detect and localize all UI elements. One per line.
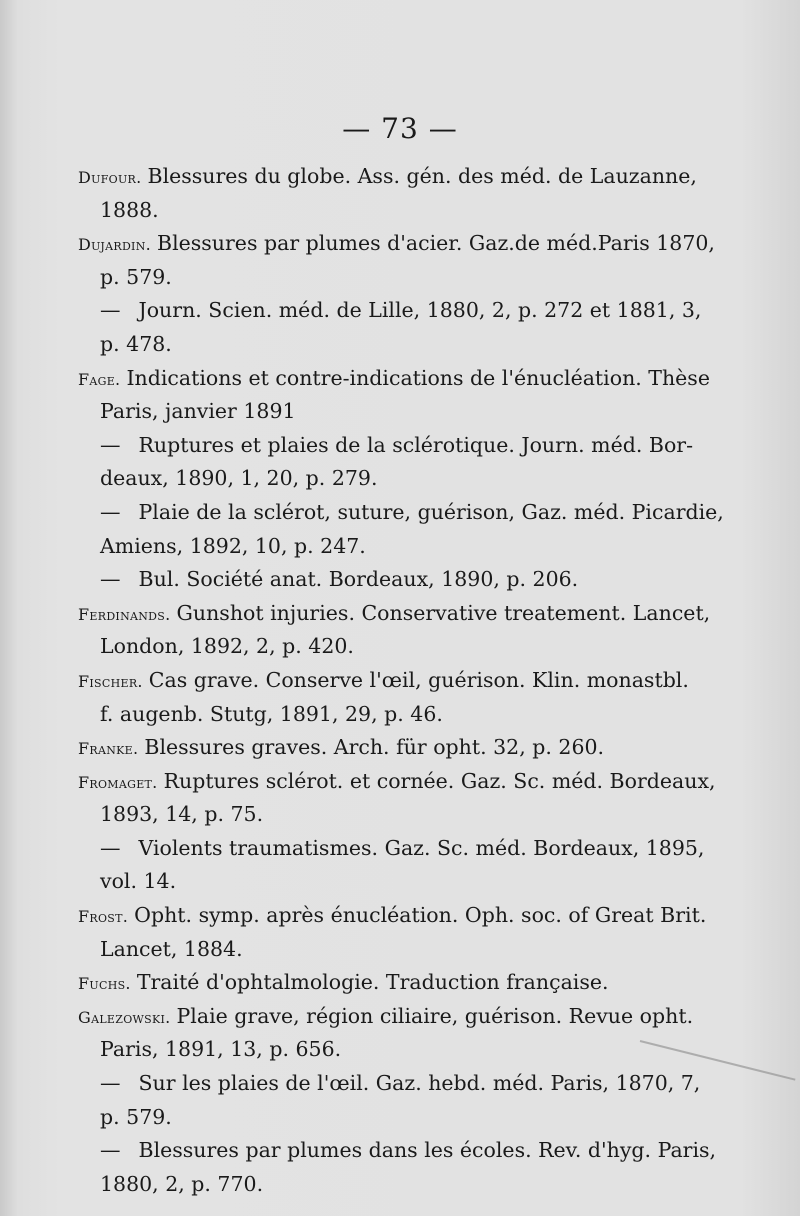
entry-text: p. 579. bbox=[100, 1104, 172, 1129]
entry-text: Gunshot injuries. Conservative treatement. Lancet, bbox=[176, 600, 711, 625]
entry-text: Plaie grave, région ciliaire, guérison. Revue opht. bbox=[176, 1003, 694, 1028]
entry-author: Fage. bbox=[78, 369, 121, 389]
entry-text: 1880, 2, p. 770. bbox=[100, 1171, 264, 1196]
entry-ditto-dash: — bbox=[100, 499, 121, 524]
entry-text: deaux, 1890, 1, 20, p. 279. bbox=[100, 466, 378, 491]
entry-text: Blessures graves. Arch. für opht. 32, p. 260. bbox=[144, 735, 605, 760]
entry-text: Bul. Société anat. Bordeaux, 1890, p. 206. bbox=[138, 567, 579, 592]
bibliography-entry bbox=[78, 832, 718, 899]
entry-first-line bbox=[78, 160, 718, 194]
entry-continuation-line bbox=[78, 798, 718, 832]
entry-text: f. augenb. Stutg, 1891, 29, p. 46. bbox=[100, 701, 443, 726]
entry-first-line bbox=[78, 496, 724, 530]
entry-first-line bbox=[78, 832, 718, 866]
entry-text: Paris, janvier 1891 bbox=[100, 399, 296, 424]
entry-continuation-line bbox=[78, 530, 718, 564]
entry-first-line bbox=[78, 1067, 718, 1101]
bibliography-entry bbox=[78, 597, 718, 664]
entry-text: vol. 14. bbox=[100, 869, 177, 894]
page-number: — 73 — bbox=[342, 112, 458, 145]
entry-continuation-line bbox=[78, 698, 718, 732]
entry-continuation-line bbox=[78, 395, 718, 429]
entry-continuation-line bbox=[78, 1033, 718, 1067]
entry-text: Sur les plaies de l'œil. Gaz. hebd. méd. Paris, 1870, 7, bbox=[138, 1071, 701, 1096]
entry-ditto-dash: — bbox=[100, 1071, 121, 1096]
entry-ditto-dash: — bbox=[100, 835, 121, 860]
bibliography-entry bbox=[78, 899, 718, 966]
entry-first-line bbox=[78, 429, 718, 463]
entry-author: Dufour. bbox=[78, 168, 142, 187]
entry-text: Ruptures sclérot. et cornée. Gaz. Sc. méd. Bordeaux, bbox=[163, 768, 716, 793]
entry-first-line bbox=[78, 731, 718, 765]
entry-author: Fischer. bbox=[78, 671, 143, 691]
entry-author: Fuchs. bbox=[78, 974, 131, 994]
entry-author: Fromaget. bbox=[78, 772, 158, 792]
entry-text: Journ. Scien. méd. de Lille, 1880, 2, p. 272 et 1881, 3, bbox=[138, 298, 702, 323]
entry-first-line bbox=[78, 1000, 718, 1034]
entry-first-line bbox=[78, 227, 718, 261]
entry-ditto-dash: — bbox=[100, 432, 121, 457]
entry-text: Amiens, 1892, 10, p. 247. bbox=[100, 533, 366, 558]
bibliography-entry bbox=[78, 429, 718, 496]
entry-text: 1893, 14, p. 75. bbox=[100, 802, 264, 827]
entry-text: Violents traumatismes. Gaz. Sc. méd. Bordeaux, 1895, bbox=[138, 835, 705, 860]
entry-text: p. 478. bbox=[100, 331, 172, 356]
entry-first-line bbox=[78, 1134, 718, 1168]
entry-ditto-dash: — bbox=[100, 1138, 121, 1163]
bibliography-entry bbox=[78, 765, 718, 832]
bibliography-entry bbox=[78, 496, 724, 563]
entry-continuation-line bbox=[78, 194, 718, 228]
entry-author: Frost. bbox=[78, 907, 129, 927]
bibliography-entry bbox=[78, 966, 718, 1000]
entry-continuation-line bbox=[78, 328, 718, 362]
entry-continuation-line bbox=[78, 261, 718, 295]
entry-text: Cas grave. Conserve l'œil, guérison. Klin. monastbl. bbox=[148, 667, 689, 692]
entry-text: Blessures par plumes dans les écoles. Rev. d'hyg. Paris, bbox=[138, 1138, 717, 1163]
entry-continuation-line bbox=[78, 462, 718, 496]
bibliography-entry bbox=[78, 1067, 718, 1134]
bibliography-entry bbox=[78, 664, 718, 731]
entry-first-line bbox=[78, 563, 718, 597]
entry-text: Ruptures et plaies de la sclérotique. Journ. méd. Bor- bbox=[138, 432, 694, 457]
entry-text: Lancet, 1884. bbox=[100, 936, 243, 961]
bibliography-entry bbox=[78, 1000, 718, 1067]
entry-text: Plaie de la sclérot, suture, guérison, Gaz. méd. Picardie, bbox=[138, 499, 724, 524]
entry-continuation-line bbox=[78, 865, 718, 899]
entry-text: Indications et contre-indications de l'énucléation. Thèse bbox=[126, 365, 710, 390]
bibliography-list bbox=[78, 160, 724, 1201]
entry-first-line bbox=[78, 765, 718, 799]
entry-text: Blessures du globe. Ass. gén. des méd. de Lauzanne, bbox=[147, 164, 697, 188]
entry-author: Dujardin. bbox=[78, 235, 152, 255]
entry-continuation-line bbox=[78, 1168, 718, 1202]
entry-author: Ferdinands. bbox=[78, 604, 171, 624]
entry-first-line bbox=[78, 664, 718, 698]
entry-first-line bbox=[78, 966, 718, 1000]
entry-text: p. 579. bbox=[100, 264, 172, 289]
entry-first-line bbox=[78, 294, 718, 328]
bibliography-entry bbox=[78, 294, 718, 361]
bibliography-entry bbox=[78, 227, 718, 294]
entry-ditto-dash: — bbox=[100, 298, 121, 323]
entry-first-line bbox=[78, 362, 718, 396]
entry-first-line bbox=[78, 899, 718, 933]
entry-text: London, 1892, 2, p. 420. bbox=[100, 634, 354, 659]
bibliography-entry bbox=[78, 563, 718, 597]
bibliography-entry bbox=[78, 362, 718, 429]
entry-text: Blessures par plumes d'acier. Gaz.de méd.Paris 1870, bbox=[157, 231, 715, 256]
entry-text: 1888. bbox=[100, 197, 159, 222]
bibliography-entry bbox=[78, 160, 718, 227]
bibliography-entry bbox=[78, 1134, 718, 1201]
entry-author: Galezowski. bbox=[78, 1007, 171, 1027]
entry-continuation-line bbox=[78, 933, 718, 967]
entry-author: Franke. bbox=[78, 739, 139, 759]
entry-text: Opht. symp. après énucléation. Oph. soc. of Great Brit. bbox=[134, 903, 707, 928]
entry-continuation-line bbox=[78, 630, 718, 664]
entry-text: Traité d'ophtalmologie. Traduction française. bbox=[136, 970, 609, 995]
bibliography-entry bbox=[78, 731, 718, 765]
entry-continuation-line bbox=[78, 1101, 718, 1135]
entry-ditto-dash: — bbox=[100, 567, 121, 592]
entry-first-line bbox=[78, 597, 718, 631]
entry-text: Paris, 1891, 13, p. 656. bbox=[100, 1037, 342, 1062]
